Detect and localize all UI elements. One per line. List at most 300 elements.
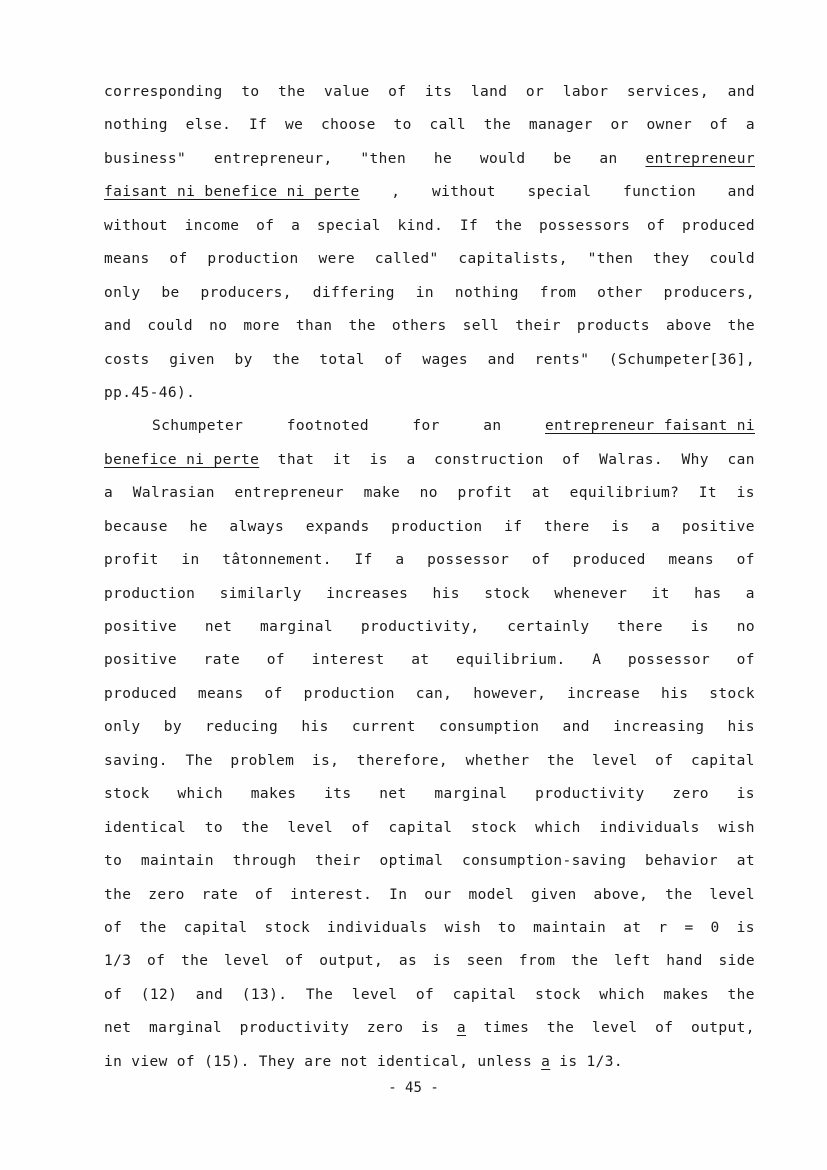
word: If (459, 217, 479, 234)
word: , (391, 184, 401, 201)
text-line (104, 377, 755, 410)
word: A (592, 652, 602, 669)
word: in (415, 284, 435, 301)
word: consumption (438, 719, 540, 736)
word: through (232, 853, 297, 870)
word: means (197, 685, 244, 702)
word: output, (319, 953, 384, 970)
word: consumption-saving (462, 853, 627, 870)
word: is (736, 919, 755, 936)
word: rate (201, 886, 239, 903)
word: Schumpeter (152, 418, 244, 435)
word: their (515, 318, 561, 335)
word: possessor (427, 552, 510, 569)
word: hand (666, 953, 703, 970)
word: other (597, 284, 643, 301)
underlined-word: a (541, 1053, 551, 1070)
word: stock (484, 585, 530, 602)
word: there (617, 619, 663, 635)
word: of (256, 217, 275, 234)
word: of (104, 986, 123, 1003)
word: times (483, 1020, 530, 1037)
word: stock (535, 986, 581, 1003)
word: therefore, (356, 752, 449, 769)
word: of (384, 351, 403, 368)
word: the (483, 117, 512, 134)
word: construction (434, 451, 544, 468)
word: without (431, 184, 496, 201)
word: It (698, 485, 718, 502)
word: production (104, 585, 196, 602)
word: of (169, 251, 188, 268)
word: be (161, 284, 180, 301)
word: 0 (710, 919, 720, 936)
word: level (591, 752, 638, 769)
word: level (591, 1020, 638, 1037)
word: owner (646, 117, 693, 134)
word: current (351, 719, 416, 736)
word: the (348, 318, 376, 335)
word: level (709, 886, 755, 903)
underlined-word: benefice ni perte (104, 451, 260, 468)
word: interest. (290, 886, 373, 903)
word: is (420, 1020, 440, 1037)
word: net (379, 786, 407, 803)
word: called" (374, 251, 439, 268)
text-line (104, 879, 755, 912)
word: capital (452, 986, 517, 1003)
word: similarly (219, 585, 302, 602)
word: capital (388, 819, 453, 836)
word: costs (104, 351, 150, 368)
word: stock (264, 919, 311, 936)
word: of (655, 752, 674, 769)
word: given (169, 351, 215, 368)
word: identical (104, 819, 187, 836)
word: of (531, 552, 551, 569)
word: manager (528, 117, 593, 134)
word: he (189, 518, 208, 535)
word: choose (320, 117, 376, 134)
word: by (163, 719, 182, 736)
word: total (319, 351, 365, 368)
word: in (104, 1053, 123, 1070)
word: the (278, 84, 306, 100)
word: They (258, 1053, 296, 1070)
word: equilibrium. (456, 652, 566, 669)
word: kind. (397, 217, 444, 234)
word: productivity (239, 1020, 350, 1037)
text-line (104, 979, 755, 1012)
word: whether (465, 752, 530, 769)
word: than (295, 318, 333, 335)
word: saving. (104, 752, 168, 769)
word: produced (104, 685, 178, 702)
text-line (104, 544, 755, 577)
word: stock (470, 819, 517, 836)
word: were (318, 251, 355, 268)
word: zero (366, 1020, 404, 1037)
word: In (389, 886, 408, 903)
underlined-word: faisant ni benefice ni perte (104, 184, 360, 201)
word: the (139, 919, 167, 936)
word: only (104, 284, 141, 301)
word: is (369, 451, 388, 468)
word: a (745, 585, 755, 602)
word: above (665, 318, 712, 335)
word: his (661, 685, 689, 702)
word: increases (326, 585, 409, 602)
word: a (291, 217, 301, 234)
word: a (745, 117, 755, 134)
word: at (411, 652, 430, 669)
word: net (204, 619, 233, 635)
underlined-word: entrepreneur faisant ni (545, 418, 755, 435)
word: (13). (241, 986, 288, 1003)
word: our (424, 886, 452, 903)
word: by (234, 351, 253, 368)
word: is (611, 518, 630, 535)
word: given (530, 886, 577, 903)
word: corresponding (104, 84, 223, 100)
word: Walras. (599, 451, 663, 468)
word: labor (562, 84, 609, 100)
word: the (494, 217, 523, 234)
word: maintain (533, 919, 607, 936)
word: is (690, 619, 709, 635)
text-line (104, 678, 755, 711)
text-line (104, 745, 755, 778)
word: capital (690, 752, 755, 769)
text-line (104, 611, 755, 644)
word: optimal (379, 853, 444, 870)
word: If (354, 552, 373, 569)
word: means (104, 251, 150, 268)
word: net (104, 1020, 132, 1037)
text-line (104, 243, 755, 276)
word: of (709, 117, 729, 134)
text-line (104, 109, 755, 142)
text-line (104, 644, 755, 677)
underlined-word: a (456, 1020, 466, 1037)
word: possessor (627, 652, 711, 669)
word: production (303, 685, 395, 702)
word: products (576, 318, 650, 335)
word: a (395, 552, 405, 569)
word: else. (185, 117, 232, 134)
word: stock (104, 786, 150, 803)
word: only (104, 719, 141, 736)
word: however, (473, 685, 547, 702)
word: Why (681, 451, 709, 468)
word: of (736, 552, 755, 569)
word: = (684, 919, 694, 936)
word: profit (104, 552, 159, 569)
word: (Schumpeter[36], (608, 351, 755, 368)
word: of (655, 1020, 674, 1037)
word: the (547, 752, 575, 769)
word: a (651, 518, 661, 535)
word: level (351, 986, 398, 1003)
word: footnoted (286, 418, 369, 435)
word: and (562, 719, 590, 736)
word: and (104, 318, 132, 335)
text-line (104, 277, 755, 310)
word: of (736, 652, 755, 669)
word: side (718, 953, 755, 970)
word: can, (415, 685, 453, 702)
word: producers, (663, 284, 755, 301)
word: above, (593, 886, 649, 903)
word: the (104, 886, 132, 903)
word: 1/3 (104, 953, 132, 970)
word: as (398, 953, 418, 970)
word: differing (312, 284, 395, 301)
word: reducing (205, 719, 279, 736)
text-line (104, 143, 755, 176)
word: level (287, 819, 334, 836)
text-line (104, 1046, 755, 1079)
word: marginal (260, 619, 334, 635)
word: If (249, 117, 268, 134)
word: productivity, (360, 619, 480, 635)
text-line (104, 1012, 755, 1045)
word: at (623, 919, 642, 936)
word: has (694, 585, 722, 602)
word: from (539, 284, 577, 301)
word: an (599, 150, 618, 167)
word: output, (691, 1020, 755, 1037)
word: r (658, 919, 668, 936)
word: (12) (140, 986, 178, 1003)
text-line (104, 444, 755, 477)
word: level (224, 953, 270, 970)
word: equilibrium? (569, 485, 680, 502)
text-line (104, 210, 755, 243)
word: The (305, 986, 334, 1003)
word: from (518, 953, 556, 970)
word: that (277, 451, 315, 468)
word: possessors (538, 217, 631, 234)
word: of (285, 953, 304, 970)
word: services, (626, 84, 710, 100)
word: production (391, 518, 483, 535)
underlined-word: entrepreneur (645, 150, 755, 167)
word: tâtonnement. (222, 552, 332, 569)
text-line (104, 477, 755, 510)
word: income (184, 217, 240, 234)
word: the (241, 819, 269, 836)
word: view (131, 1053, 168, 1070)
word: productivity (535, 786, 645, 803)
word: the (727, 986, 755, 1003)
word: because (104, 518, 168, 535)
word: positive (104, 652, 178, 669)
word: entrepreneur, (213, 150, 333, 167)
word: stock (709, 685, 755, 702)
word: could (709, 251, 755, 268)
word: special (316, 217, 381, 234)
word: make (363, 485, 401, 502)
word: whenever (554, 585, 628, 602)
word: of (562, 451, 581, 468)
word: there (544, 518, 590, 535)
word: we (285, 117, 304, 134)
word: can (727, 451, 755, 468)
word: without (104, 217, 168, 234)
word: and (487, 351, 515, 368)
word: of (104, 919, 123, 936)
word: is (736, 786, 755, 803)
word: a (104, 485, 114, 502)
word: of (266, 652, 285, 669)
word: they (653, 251, 690, 268)
word: marginal (149, 1020, 223, 1037)
word: land (470, 84, 508, 100)
word: not (340, 1053, 369, 1070)
word: identical, (377, 1053, 469, 1070)
word: an (483, 418, 502, 435)
text-line (104, 511, 755, 544)
word: is (736, 485, 755, 502)
word: his (727, 719, 755, 736)
word: the (571, 953, 599, 970)
word: it (332, 451, 352, 468)
word: behavior (645, 853, 719, 870)
text-line (104, 310, 755, 343)
word: nothing (454, 284, 519, 301)
word: the (546, 1020, 575, 1037)
text-line (104, 845, 755, 878)
word: produced (681, 217, 755, 234)
word: marginal (434, 786, 508, 803)
word: The (185, 752, 213, 769)
word: individuals (327, 919, 428, 936)
word: nothing (104, 117, 168, 134)
text-line (104, 945, 755, 978)
word: (15). (204, 1053, 250, 1070)
word: means (668, 552, 715, 569)
word: would (479, 150, 526, 167)
word: is (559, 1053, 578, 1070)
word: entrepreneur (234, 485, 344, 502)
word: no (419, 485, 438, 502)
word: the (665, 886, 693, 903)
word: more (243, 318, 280, 335)
word: wish (718, 819, 755, 836)
word: makes (663, 986, 710, 1003)
word: positive (104, 619, 178, 635)
word: zero (672, 786, 709, 803)
word: is, (311, 752, 340, 769)
word: "then (360, 150, 407, 167)
word: their (315, 853, 361, 870)
word: he (433, 150, 453, 167)
word: producers, (200, 284, 292, 301)
text-line (104, 578, 755, 611)
word: increase (567, 685, 641, 702)
word: the (272, 351, 300, 368)
word: in (181, 552, 200, 569)
word: Walrasian (132, 485, 215, 502)
text-line (104, 778, 755, 811)
word: positive (681, 518, 755, 535)
word: call (429, 117, 466, 134)
word: pp.45-46). (104, 384, 196, 401)
word: the (180, 953, 209, 970)
word: are (304, 1053, 332, 1070)
word: wish (444, 919, 481, 936)
word: increasing (613, 719, 705, 736)
word: capitalists, (458, 251, 568, 268)
word: model (468, 886, 515, 903)
word: value (323, 84, 370, 100)
word: it (651, 585, 670, 602)
word: makes (250, 786, 297, 803)
word: 1/3. (586, 1053, 624, 1070)
word: at (736, 853, 755, 870)
word: is (432, 953, 452, 970)
word: produced (572, 552, 646, 569)
text-line (104, 711, 755, 744)
word: to (104, 853, 123, 870)
word: which (535, 819, 581, 836)
word: no (209, 318, 228, 335)
word: of (388, 84, 407, 100)
word: sell (462, 318, 500, 335)
word: business" (104, 150, 187, 167)
word: to (393, 117, 412, 134)
text-line (104, 912, 755, 945)
word: or (525, 84, 545, 100)
word: of (646, 217, 666, 234)
word: interest (311, 652, 385, 669)
word: of (254, 886, 274, 903)
word: of (415, 986, 435, 1003)
word: problem (230, 752, 295, 769)
word: expands (305, 518, 370, 535)
word: and (727, 84, 755, 100)
word: no (736, 619, 755, 635)
word: of (264, 685, 283, 702)
word: could (147, 318, 194, 335)
word: production (207, 251, 299, 268)
word: others (391, 318, 447, 335)
word: certainly (507, 619, 590, 635)
word: unless (477, 1053, 533, 1070)
text-line (104, 176, 755, 209)
text-line (104, 410, 755, 443)
word: rents" (534, 351, 590, 368)
word: and (195, 986, 224, 1003)
word: wages (422, 351, 469, 368)
word: or (610, 117, 629, 134)
word: left (614, 953, 651, 970)
word: of (176, 1053, 196, 1070)
word: seen (466, 953, 504, 970)
word: to (204, 819, 223, 836)
word: "then (587, 251, 634, 268)
word: profit (457, 485, 513, 502)
word: for (412, 418, 440, 435)
word: zero (148, 886, 185, 903)
text-line (104, 76, 755, 109)
word: its (424, 84, 453, 100)
word: which (177, 786, 224, 803)
word: rate (203, 652, 241, 669)
word: the (727, 318, 755, 335)
word: a (406, 451, 416, 468)
